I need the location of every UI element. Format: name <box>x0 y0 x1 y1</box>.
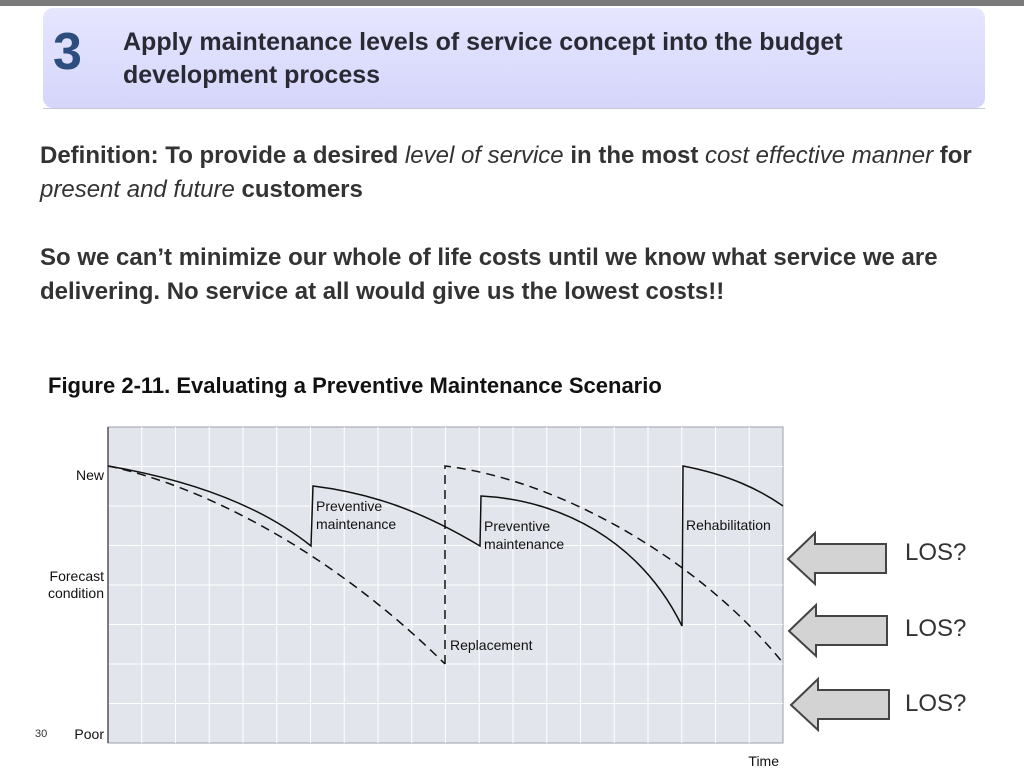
los-arrow-3-icon <box>791 679 889 730</box>
slide-title: Apply maintenance levels of service concept into the budget development process <box>123 28 843 89</box>
definition-text-5: for <box>933 142 972 169</box>
definition-text-2: level of service <box>404 142 564 169</box>
statement-paragraph: So we can’t minimize our whole of life costs until we know what service we are delivering. No service at all would give us the lowest costs!! <box>40 244 938 305</box>
los-label-2: LOS? <box>905 615 967 642</box>
annotation-rehabilitation: Rehabilitation <box>686 517 771 533</box>
page-number: 30 <box>35 728 48 740</box>
x-label-time: Time <box>748 753 779 768</box>
annotation-replacement: Replacement <box>450 637 533 653</box>
definition-text-3: in the most <box>563 142 705 169</box>
definition-text-1: Definition: To provide a desired <box>40 142 405 169</box>
definition-text-7: customers <box>234 176 363 203</box>
annotation-pm2-line1: Preventive <box>484 518 551 534</box>
definition-text-4: cost effective manner <box>705 142 934 169</box>
y-label-forecast-2: condition <box>47 585 104 601</box>
figure-caption: Figure 2-11. Evaluating a Preventive Maintenance Scenario <box>48 373 662 398</box>
annotation-pm2-line2: maintenance <box>484 536 565 552</box>
y-label-forecast-1: Forecast <box>49 568 104 584</box>
los-arrow-1-icon <box>788 533 886 584</box>
los-arrow-2-icon <box>789 605 887 656</box>
y-label-poor: Poor <box>74 726 104 742</box>
step-number: 3 <box>53 23 82 81</box>
y-label-new: New <box>75 467 104 483</box>
annotation-pm1-line1: Preventive <box>316 498 383 514</box>
los-label-1: LOS? <box>905 539 967 566</box>
annotation-pm1-line2: maintenance <box>316 516 397 532</box>
los-label-3: LOS? <box>905 690 967 717</box>
definition-text-6: present and future <box>40 176 235 203</box>
